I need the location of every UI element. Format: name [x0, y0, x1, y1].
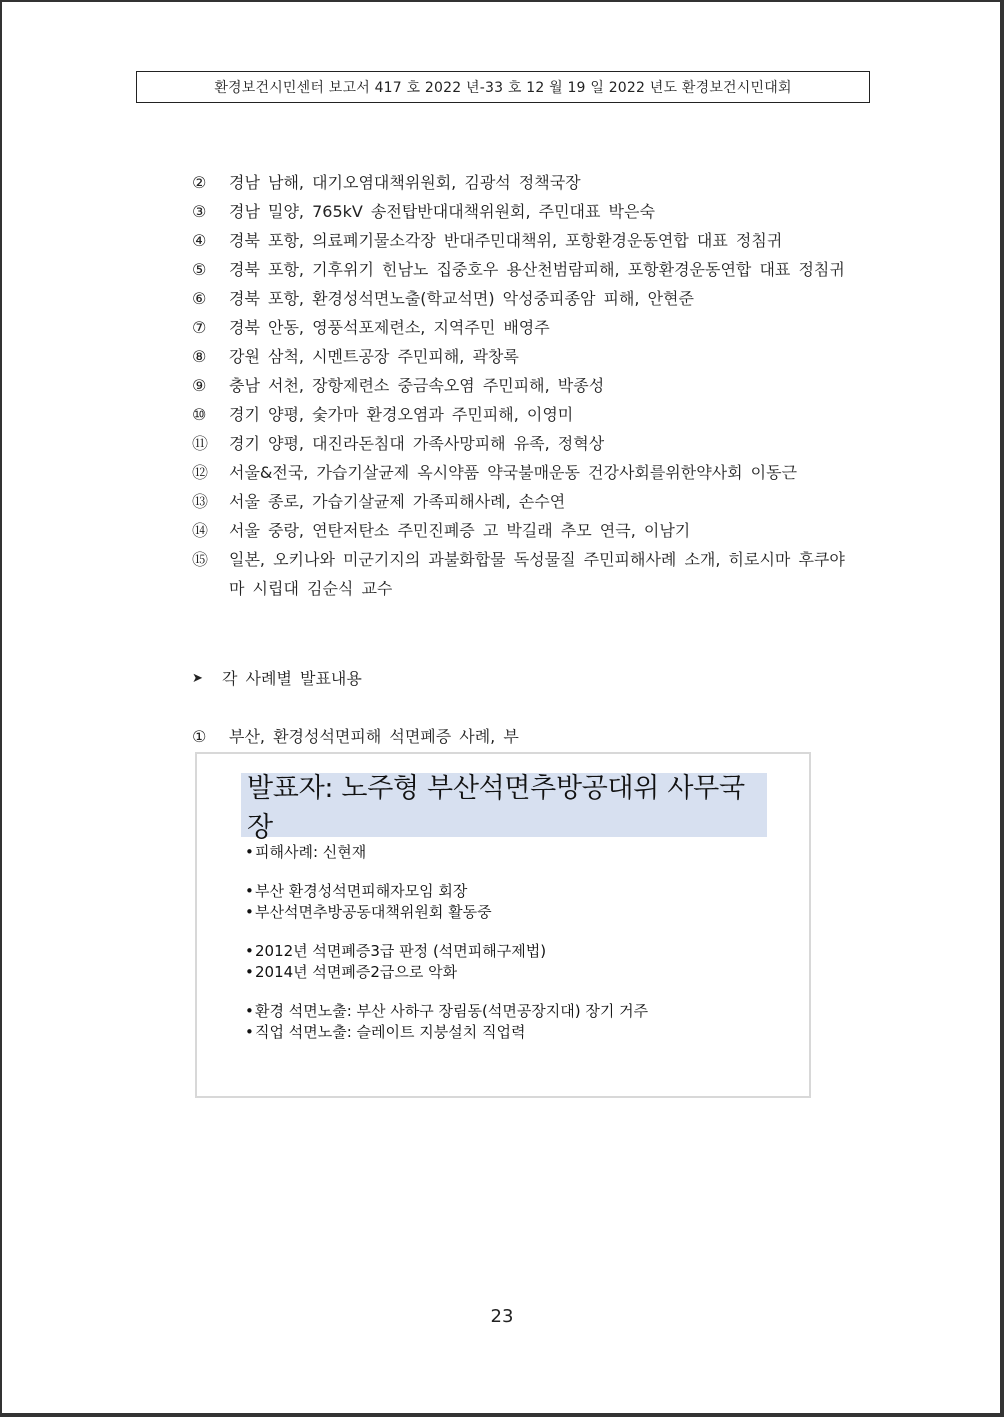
page-number: 23 [490, 1306, 514, 1327]
slide-bullet-text: 부산석면추방공동대책위원회 활동중 [255, 903, 492, 921]
presenter-number: ⑥ [192, 289, 207, 308]
presenter-number: ⑦ [192, 318, 207, 337]
presenter-item [192, 168, 852, 197]
presenter-text: 일본, 오키나와 미군기지의 과불화합물 독성물질 주민피해사례 소개, 히로시마 후쿠야마 시립대 김순식 교수 [229, 550, 845, 598]
presenter-number: ⑨ [192, 376, 207, 395]
presenter-number: ③ [192, 202, 207, 221]
presenter-text: 경북 포항, 기후위기 힌남노 집중호우 용산천범람피해, 포항환경운동연합 대표 정침귀 [229, 260, 845, 279]
report-header-text: 환경보건시민센터 보고서 417 호 2022 년-33 호 12 월 19 일 2022 년도 환경보건시민대회 [214, 80, 792, 96]
presenter-item [192, 487, 852, 516]
bullet-group-spacer [245, 863, 785, 881]
presenter-number: ⑬ [192, 492, 209, 511]
presenter-item [192, 545, 852, 603]
slide-bullet-text: 2012년 석면폐증3급 판정 (석면피해구제법) [255, 942, 547, 960]
case-1-text: 부산, 환경성석면피해 석면폐증 사례, 부 [229, 727, 519, 746]
presenter-text: 경북 안동, 영풍석포제련소, 지역주민 배영주 [229, 318, 550, 337]
case-1-title [192, 722, 519, 751]
bullet-group-spacer [245, 983, 785, 1001]
section-heading [192, 664, 362, 693]
slide-bullet [245, 962, 785, 983]
presenter-item [192, 255, 852, 284]
bullet-dot-icon: • [245, 843, 254, 861]
presenter-number: ⑭ [192, 521, 209, 540]
presenter-text: 서울 중랑, 연탄저탄소 주민진폐증 고 박길래 추모 연극, 이남기 [229, 521, 691, 540]
presenter-number: ④ [192, 231, 207, 250]
presentation-slide-image [195, 752, 811, 1098]
presenter-text: 경기 양평, 숯가마 환경오염과 주민피해, 이영미 [229, 405, 574, 424]
bullet-dot-icon: • [245, 882, 254, 900]
presenter-item [192, 516, 852, 545]
presenter-item [192, 226, 852, 255]
slide-bullet [245, 842, 785, 863]
presenter-number: ⑫ [192, 463, 209, 482]
report-header [136, 71, 870, 103]
presenter-number: ⑤ [192, 260, 207, 279]
presenter-item [192, 313, 852, 342]
presenter-number: ⑪ [192, 434, 209, 453]
presenter-item [192, 458, 852, 487]
slide-bullet [245, 881, 785, 902]
slide-bullet-text: 2014년 석면폐증2급으로 악화 [255, 963, 458, 981]
presenter-text: 경북 포항, 의료폐기물소각장 반대주민대책위, 포항환경운동연합 대표 정침귀 [229, 231, 783, 250]
slide-body [245, 842, 785, 1043]
presenter-text: 경남 밀양, 765kV 송전탑반대대책위원회, 주민대표 박은숙 [229, 202, 655, 221]
presenter-number: ⑩ [192, 405, 207, 424]
presenter-text: 서울&전국, 가습기살균제 옥시약품 약국불매운동 건강사회를위한약사회 이동근 [229, 463, 798, 482]
bullet-dot-icon: • [245, 942, 254, 960]
slide-bullet [245, 1001, 785, 1022]
bullet-dot-icon: • [245, 903, 254, 921]
presenter-text: 강원 삼척, 시멘트공장 주민피해, 곽창록 [229, 347, 519, 366]
presenter-text: 경북 포항, 환경성석면노출(학교석면) 악성중피종암 피해, 안현준 [229, 289, 694, 308]
slide-bullet-text: 직업 석면노출: 슬레이트 지붕설치 직업력 [255, 1023, 526, 1041]
slide-bullet-text: 환경 석면노출: 부산 사하구 장림동(석면공장지대) 장기 거주 [255, 1002, 649, 1020]
case-1-number: ① [192, 727, 207, 746]
bullet-dot-icon: • [245, 1002, 254, 1020]
slide-bullet-text: 부산 환경성석면피해자모임 회장 [255, 882, 468, 900]
presenter-number: ⑮ [192, 550, 209, 569]
presenter-list [192, 168, 852, 603]
bullet-dot-icon: • [245, 963, 254, 981]
presenter-item [192, 400, 852, 429]
presenter-item [192, 284, 852, 313]
slide-bullet-text: 피해사례: 신현재 [255, 843, 367, 861]
bullet-dot-icon: • [245, 1023, 254, 1041]
presenter-number: ② [192, 173, 207, 192]
slide-bullet [245, 941, 785, 962]
presenter-text: 경남 남해, 대기오염대책위원회, 김광석 정책국장 [229, 173, 581, 192]
section-heading-text: 각 사례별 발표내용 [222, 669, 362, 688]
presenter-item [192, 342, 852, 371]
slide-bullet [245, 902, 785, 923]
presenter-text: 서울 종로, 가습기살균제 가족피해사례, 손수연 [229, 492, 566, 511]
slide-title [241, 773, 767, 843]
presenter-text: 충남 서천, 장항제련소 중금속오염 주민피해, 박종성 [229, 376, 605, 395]
presenter-item [192, 371, 852, 400]
slide-bullet [245, 1022, 785, 1043]
presenter-text: 경기 양평, 대진라돈침대 가족사망피해 유족, 정혁상 [229, 434, 605, 453]
presenter-number: ⑧ [192, 347, 207, 366]
slide-title-text: 발표자: 노주형 부산석면추방공대위 사무국장 [247, 773, 745, 843]
arrow-bullet-icon: ➤ [192, 671, 203, 686]
presenter-item [192, 429, 852, 458]
bullet-group-spacer [245, 923, 785, 941]
presenter-item [192, 197, 852, 226]
